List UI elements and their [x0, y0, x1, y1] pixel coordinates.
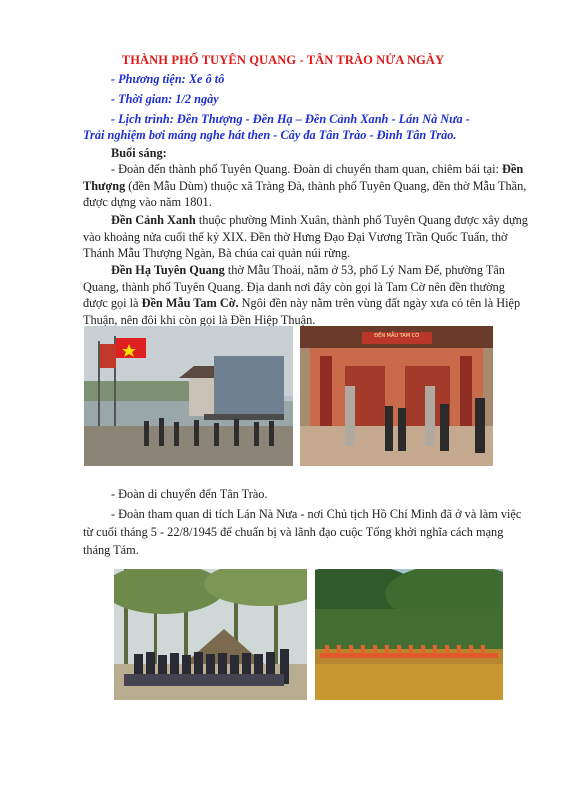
p3-text: thờ Mẫu Thoải, nằm ở 53, phố Lý Nam Đế, phường Tân Quang, thành phố Tuyên Quang. Địa danh nơi đây còn gọi là Tam Cờ nên đền thường được gọi là: [83, 263, 505, 310]
p3-bold: Đền Hạ Tuyên Quang: [111, 263, 225, 277]
morning-label: Buổi sáng:: [111, 146, 167, 160]
transport-line: - Phương tiện: Xe ô tô: [111, 72, 225, 86]
photo-lake-rafting: [315, 569, 503, 700]
paragraph-den-ha: [83, 262, 531, 328]
p3-bold-2: Đền Mẫu Tam Cờ.: [141, 296, 239, 310]
photo-group-forest: [114, 569, 307, 700]
p2-text: thuộc phường Minh Xuân, thành phố Tuyên Quang được xây dựng vào khoảng nửa cuối thế kỷ XIX. Đền thờ Hưng Đạo Đại Vương Trần Quốc Tuấn, thờ Thánh Mẫu Thượng Ngàn, Bà chúa cai quản núi rừng.: [83, 213, 528, 260]
paragraph-den-canh-xanh: [83, 212, 531, 262]
p3-text-end: Ngôi đền này nằm trên vùng đất ngày xưa có tên là Hiệp Thuận, nên đôi khi còn gọi là Đền Hiệp Thuận.: [83, 296, 521, 327]
itinerary-line-2: Trải nghiệm bơi máng nghe hát then - Cây đa Tân Trào - Đình Tân Trào.: [83, 128, 457, 142]
photo-den-mau-tam-co: [300, 326, 493, 466]
paragraph-tan-trao: - Đoàn di chuyển đến Tân Trào.: [111, 487, 268, 501]
p2-bold: Đền Cảnh Xanh: [111, 213, 196, 227]
photo-den-thuong: [84, 326, 293, 466]
paragraph-lan-na-nua: - Đoàn tham quan di tích Lán Nà Nưa - nơi Chủ tịch Hồ Chí Minh đã ở và làm việc từ cuối tháng 5 - 22/8/1945 để chuẩn bị và lãnh đạo cuộc Tổng khởi nghĩa cách mạng tháng Tám.: [83, 507, 522, 557]
p1-bold: Đền Thượng: [83, 162, 524, 193]
duration-line: - Thời gian: 1/2 ngày: [111, 92, 219, 106]
temple-sign-text: ĐỀN MẪU TAM CỜ: [374, 333, 420, 339]
page-title: THÀNH PHỐ TUYÊN QUANG - TÂN TRÀO NỬA NGÀY: [121, 53, 445, 67]
itinerary-line-1: - Lịch trình: Đền Thượng - Đền Hạ – Đền Cảnh Xanh - Lán Nà Nưa -: [111, 112, 470, 126]
p1-text-end: (đền Mẫu Dùm) thuộc xã Tràng Đà, thành phố Tuyên Quang, đền thờ Mẫu Thần, được dựng vào năm 1801.: [83, 178, 527, 209]
paragraph-den-thuong: [83, 161, 531, 211]
p1-text: - Đoàn đến thành phố Tuyên Quang. Đoàn di chuyển tham quan, chiêm bái tại:: [111, 162, 503, 176]
